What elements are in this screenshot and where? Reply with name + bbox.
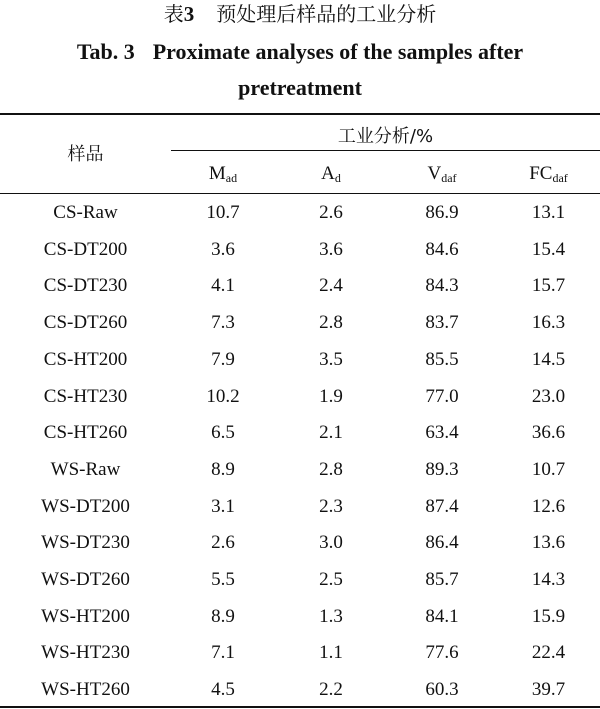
table-top-rule [0,113,600,115]
value-cell: 3.1 [211,495,235,517]
table-caption-english [20,34,580,106]
value-cell: 2.3 [319,495,343,517]
column-header-vdaf-sub: daf [441,171,457,185]
value-cell: 14.3 [531,569,566,590]
value-cell: 15.4 [531,238,566,260]
value-cell: 2.2 [319,679,343,701]
value-cell: 89.3 [425,458,459,480]
value-cell: 2.5 [319,569,343,590]
value-cell: 84.3 [425,275,459,297]
value-cell: 84.1 [425,605,459,627]
value-cell: 86.9 [425,202,459,223]
value-cell: 2.8 [319,312,343,334]
value-cell: 13.1 [531,202,566,223]
table-row [0,672,600,708]
group-header-rule [171,150,600,151]
value-cell: 2.1 [319,422,343,444]
sample-name-cell: WS-DT230 [41,532,130,554]
column-header-ad [275,163,387,186]
table-row [0,305,600,341]
sample-name-cell: CS-Raw [53,202,118,223]
value-cell: 2.6 [319,202,343,223]
sample-name-cell: WS-Raw [50,458,121,480]
column-header-fcdaf-base: FC [529,163,553,184]
column-header-mad-base: M [208,163,226,184]
column-header-mad [171,163,275,186]
value-cell: 3.0 [319,532,343,554]
value-cell: 36.6 [531,422,566,444]
value-cell: 12.6 [531,495,566,517]
value-cell: 87.4 [425,495,459,517]
value-cell: 86.4 [425,532,459,554]
table-row [0,232,600,268]
value-cell: 16.3 [531,312,566,334]
sample-name-cell: WS-HT260 [41,679,130,701]
sample-name-cell: CS-HT260 [43,422,128,444]
value-cell: 3.6 [211,238,235,260]
value-cell: 8.9 [211,458,235,480]
value-cell: 85.7 [425,569,459,590]
value-cell: 2.6 [211,532,235,554]
value-cell: 10.2 [206,385,240,407]
table-row [0,415,600,451]
table-bottom-rule [0,706,600,708]
sample-name-cell: WS-HT200 [41,605,130,627]
value-cell: 84.6 [425,238,459,260]
value-cell: 83.7 [425,312,459,334]
value-cell: 14.5 [531,348,566,370]
value-cell: 85.5 [425,348,459,370]
table-row [0,379,600,415]
table-row [0,525,600,561]
value-cell: 60.3 [425,679,459,701]
caption-zh-number: 3 [183,2,195,26]
value-cell: 7.9 [211,348,235,370]
value-cell: 7.1 [211,642,235,664]
value-cell: 10.7 [531,458,566,480]
column-header-fcdaf [497,163,600,186]
sample-name-cell: WS-DT200 [41,495,130,517]
table-row [0,452,600,488]
value-cell: 1.3 [319,605,343,627]
sample-name-cell: CS-DT230 [43,275,128,297]
table-row [0,342,600,378]
caption-zh-label: 表 [163,2,184,26]
column-header-vdaf [387,163,497,186]
sample-name-cell: WS-HT230 [41,642,130,664]
value-cell: 6.5 [211,422,235,444]
table-row [0,635,600,671]
value-cell: 23.0 [531,385,566,407]
sample-name-cell: WS-DT260 [41,569,130,590]
table-row [0,195,600,231]
value-cell: 10.7 [206,202,240,223]
value-cell: 77.0 [425,385,459,407]
value-cell: 13.6 [531,532,566,554]
value-cell: 7.3 [211,312,235,334]
value-cell: 22.4 [531,642,566,664]
column-header-vdaf-base: V [427,163,442,184]
value-cell: 1.9 [319,385,343,407]
column-header-fcdaf-sub: daf [552,171,568,185]
sample-column-header: 样品 [67,144,104,165]
caption-en-title-line2: pretreatment [238,75,362,100]
table-row [0,489,600,525]
value-cell: 63.4 [425,422,459,444]
value-cell: 15.9 [531,605,566,627]
value-cell: 1.1 [319,642,343,664]
table-row [0,562,600,598]
value-cell: 15.7 [531,275,566,297]
caption-en-title-line1: Proximate analyses of the samples after [152,39,524,64]
value-cell: 4.1 [211,275,235,297]
sample-name-cell: CS-HT230 [43,385,128,407]
value-cell: 3.5 [319,348,343,370]
value-cell: 3.6 [319,238,343,260]
sample-name-cell: CS-DT200 [43,238,128,260]
caption-en-label: Tab. 3 [76,39,135,64]
column-header-mad-sub: ad [225,171,238,185]
proximate-analysis-group-header: 工业分析/% [337,126,434,147]
table-caption-chinese [0,0,600,28]
value-cell: 39.7 [531,679,566,701]
value-cell: 77.6 [425,642,459,664]
caption-zh-title: 预处理后样品的工业分析 [216,2,437,26]
column-header-ad-base: A [321,163,335,184]
table-header-rule [0,193,600,194]
value-cell: 5.5 [211,569,235,590]
value-cell: 2.8 [319,458,343,480]
table-row [0,599,600,635]
value-cell: 2.4 [319,275,343,297]
sample-name-cell: CS-DT260 [43,312,128,334]
column-header-ad-sub: d [334,171,341,185]
value-cell: 4.5 [211,679,235,701]
sample-name-cell: CS-HT200 [43,348,128,370]
value-cell: 8.9 [211,605,235,627]
table-row [0,268,600,304]
